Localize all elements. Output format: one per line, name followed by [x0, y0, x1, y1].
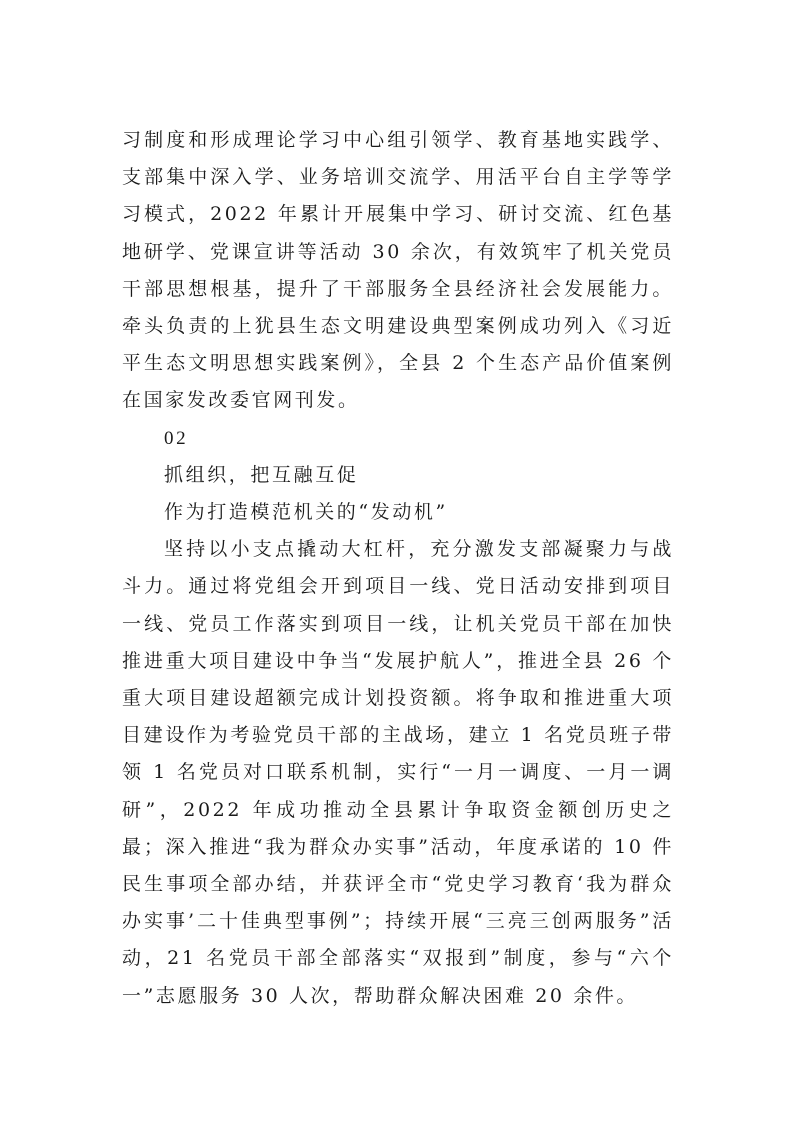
- section-subheading: 作为打造模范机关的“发动机”: [164, 501, 448, 524]
- paragraph-section-body: 坚持以小支点撬动大杠杆，充分激发支部凝聚力与战斗力。通过将党组会开到项目一线、党日活动安排到项目一线、党员工作落实到项目一线，让机关党员干部在加快推进重大项目建设中争当“发展护航人”，推进全县 26 个重大项目建设超额完成计划投资额。将争取和推进重大项目建设作为考验党员干部的主战场，建立 1 名党员班子带领 1 名党员对口联系机制，实行“一月一调度、一月一调研”，2022 年成功推动全县累计争取资金额创历史之最；深入推进“我为群众办实事”活动，年度承诺的 10 件民生事项全部办结，并获评全市“党史学习教育‘我为群众办实事’二十佳典型事例”；持续开展“三亮三创两服务”活动，21 名党员干部全部落实“双报到”制度，参与“六个一”志愿服务 30 人次，帮助群众解决困难 20 余件。: [122, 538, 674, 1007]
- paragraph-intro-continued: 习制度和形成理论学习中心组引领学、教育基地实践学、支部集中深入学、业务培训交流学、用活平台自主学等学习模式，2022 年累计开展集中学习、研讨交流、红色基地研学、党课宣讲等活动 30 余次，有效筑牢了机关党员干部思想根基，提升了干部服务全县经济社会发展能力。牵头负责的上犹县生态文明建设典型案例成功列入《习近平生态文明思想实践案例》，全县 2 个生态产品价值案例在国家发改委官网刊发。: [122, 129, 674, 412]
- section-heading: 抓组织，把互融互促: [164, 463, 359, 486]
- section-number: 02: [164, 427, 189, 449]
- document-page: [122, 122, 674, 1015]
